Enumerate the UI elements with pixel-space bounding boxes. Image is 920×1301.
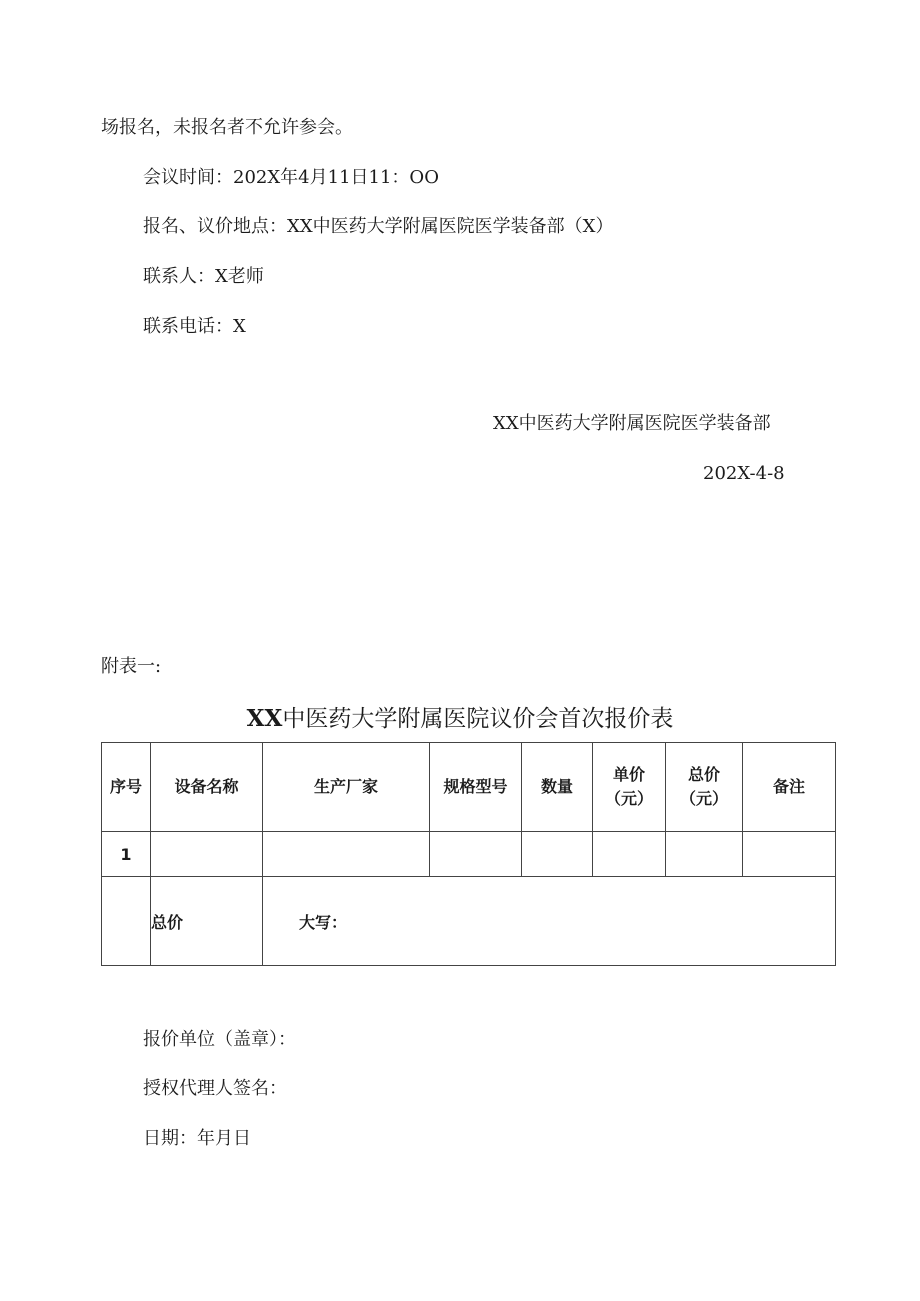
header-seq: 序号 [102,743,151,832]
header-unit-price [593,743,666,832]
capital-label: 大写： [299,912,348,932]
meeting-time: 会议时间：202X年4月11日11：OO [143,167,439,188]
header-device-name: 设备名称 [151,743,263,832]
header-total-price-unit: （元） [679,789,728,808]
header-total-price [666,743,743,832]
header-manufacturer: 生产厂家 [263,743,430,832]
contact-phone: 联系电话：X [143,316,246,337]
row1-total-price[interactable] [666,832,743,877]
capital-amount-cell[interactable] [263,877,836,966]
row1-seq: 1 [102,832,151,877]
notice-line-1: 场报名，未报名者不允许参会。 [101,117,353,138]
row1-manufacturer[interactable] [263,832,430,877]
header-model: 规格型号 [430,743,522,832]
total-label: 总价 [151,877,263,966]
meeting-location: 报名、议价地点：XX中医药大学附属医院医学装备部（X） [143,216,614,237]
header-quantity: 数量 [522,743,593,832]
table-row [102,832,836,877]
header-unit-price-label: 单价 [612,765,645,784]
row1-quantity[interactable] [522,832,593,877]
total-row [102,877,836,966]
row1-remark[interactable] [743,832,836,877]
attachment-label: 附表一: [101,656,162,677]
authorized-agent: 授权代理人签名： [143,1078,287,1099]
row1-device-name[interactable] [151,832,263,877]
contact-person: 联系人：X老师 [143,266,264,287]
quote-table [101,742,836,966]
signature-org: XX中医药大学附属医院医学装备部 [493,413,771,434]
table-header-row [102,743,836,832]
row1-unit-price[interactable] [593,832,666,877]
header-remark: 备注 [743,743,836,832]
row1-model[interactable] [430,832,522,877]
header-total-price-label: 总价 [687,765,720,784]
footer-date: 日期：年月日 [143,1128,251,1149]
total-row-blank [102,877,151,966]
quote-table-title [0,705,920,733]
title-prefix: XX [246,705,283,732]
signature-date: 202X-4-8 [703,463,785,484]
title-text: 中医药大学附属医院议价会首次报价表 [282,706,674,732]
header-unit-price-unit: （元） [604,789,653,808]
quoting-unit: 报价单位（盖章）： [143,1029,296,1050]
